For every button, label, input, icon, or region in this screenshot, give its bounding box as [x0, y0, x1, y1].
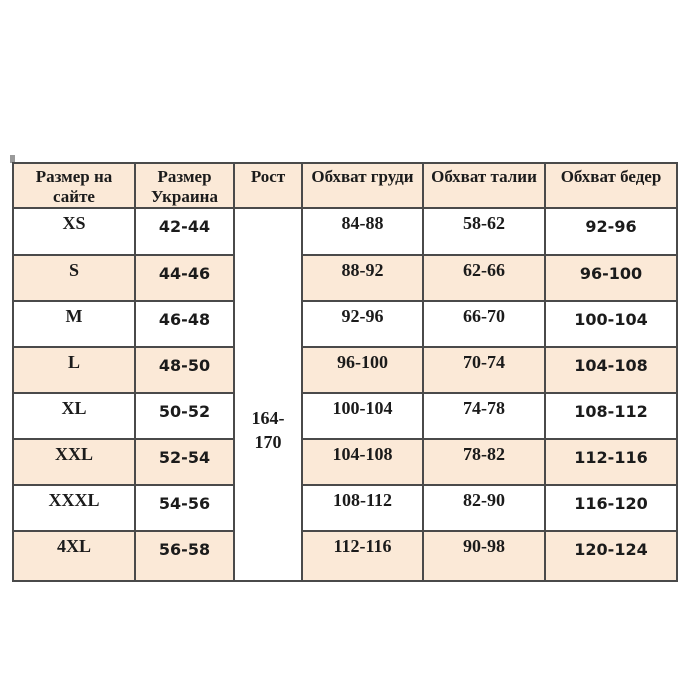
cell-chest: 84-88 [302, 208, 423, 255]
cell-ukraine: 46-48 [135, 301, 234, 347]
table-row-xl [13, 393, 677, 439]
cell-hips: 116-120 [545, 485, 677, 531]
cell-hips: 112-116 [545, 439, 677, 485]
cell-site: M [13, 301, 135, 347]
cell-ukraine: 52-54 [135, 439, 234, 485]
cell-ukraine: 48-50 [135, 347, 234, 393]
table-row-4xl [13, 531, 677, 581]
cell-site: S [13, 255, 135, 301]
cell-waist: 74-78 [423, 393, 545, 439]
cell-waist: 58-62 [423, 208, 545, 255]
cell-height-merged [234, 208, 302, 581]
cell-chest: 112-116 [302, 531, 423, 581]
cell-waist: 62-66 [423, 255, 545, 301]
column-header-hips: Обхват бедер [545, 163, 677, 208]
header-row [13, 163, 677, 208]
cell-waist: 78-82 [423, 439, 545, 485]
cell-chest: 100-104 [302, 393, 423, 439]
table-row-m [13, 301, 677, 347]
cell-chest: 104-108 [302, 439, 423, 485]
size-chart-table [12, 162, 678, 582]
column-header-waist: Обхват талии [423, 163, 545, 208]
table-row-l [13, 347, 677, 393]
cell-ukraine: 50-52 [135, 393, 234, 439]
height-value: 164-170 [251, 408, 285, 452]
cell-hips: 96-100 [545, 255, 677, 301]
cell-waist: 90-98 [423, 531, 545, 581]
cell-chest: 96-100 [302, 347, 423, 393]
cell-chest: 92-96 [302, 301, 423, 347]
cell-ukraine: 56-58 [135, 531, 234, 581]
cell-hips: 92-96 [545, 208, 677, 255]
cell-ukraine: 42-44 [135, 208, 234, 255]
cell-waist: 70-74 [423, 347, 545, 393]
table-row-xxl [13, 439, 677, 485]
cell-site: 4XL [13, 531, 135, 581]
cell-chest: 88-92 [302, 255, 423, 301]
table-row-xxxl [13, 485, 677, 531]
table-row-s [13, 255, 677, 301]
cell-waist: 82-90 [423, 485, 545, 531]
cell-site: XXXL [13, 485, 135, 531]
cell-hips: 100-104 [545, 301, 677, 347]
column-header-ukraine: Размер Украина [135, 163, 234, 208]
cell-site: L [13, 347, 135, 393]
column-header-chest: Обхват груди [302, 163, 423, 208]
cell-waist: 66-70 [423, 301, 545, 347]
cell-hips: 120-124 [545, 531, 677, 581]
cell-site: XXL [13, 439, 135, 485]
cell-site: XL [13, 393, 135, 439]
cell-site: XS [13, 208, 135, 255]
column-header-height: Рост [234, 163, 302, 208]
table-row-xs [13, 208, 677, 255]
cell-hips: 104-108 [545, 347, 677, 393]
cell-hips: 108-112 [545, 393, 677, 439]
column-header-site: Размер на сайте [13, 163, 135, 208]
cell-chest: 108-112 [302, 485, 423, 531]
cell-ukraine: 44-46 [135, 255, 234, 301]
cell-ukraine: 54-56 [135, 485, 234, 531]
